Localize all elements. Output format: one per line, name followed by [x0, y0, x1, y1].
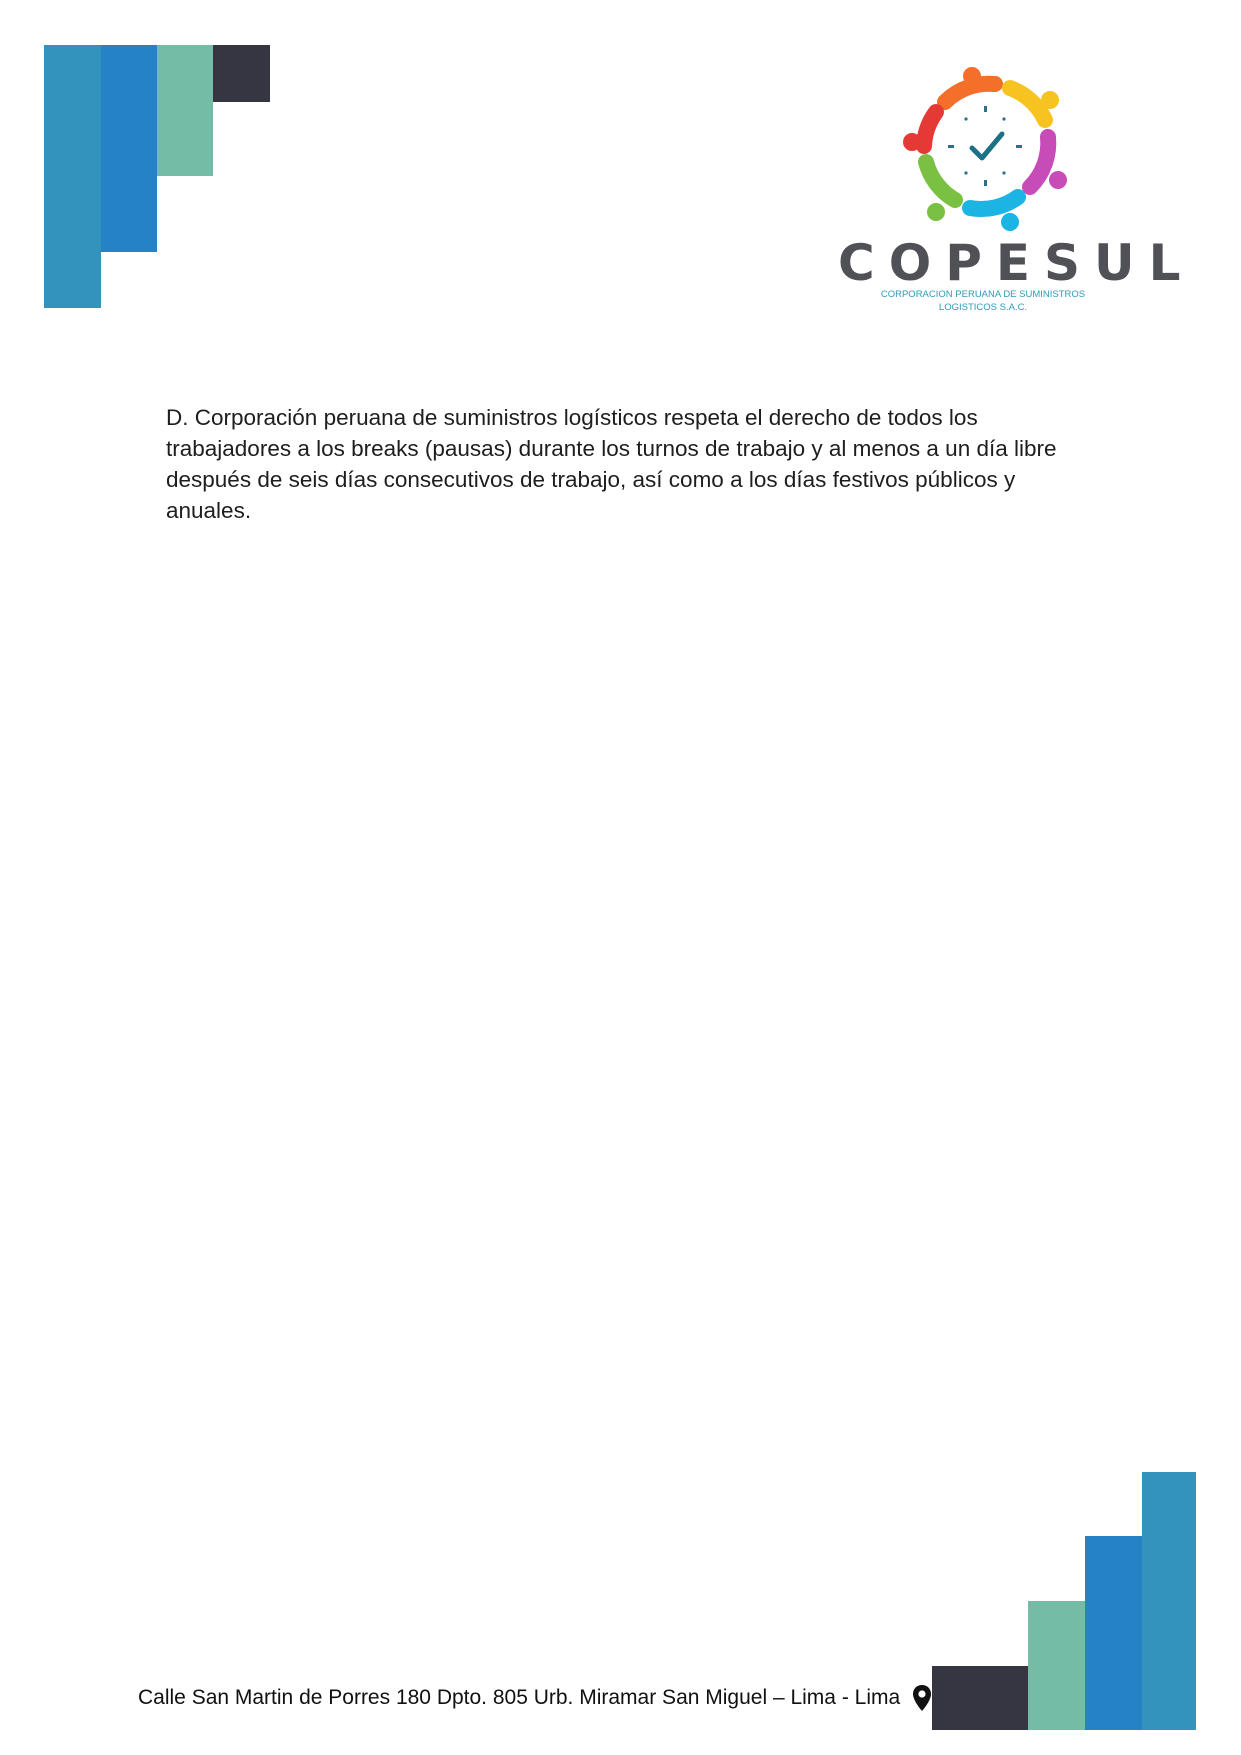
location-pin-icon: [912, 1684, 932, 1712]
brand-subtitle-line1: CORPORACION PERUANA DE SUMINISTROS: [880, 289, 1086, 300]
header-bar-blue: [101, 45, 157, 252]
footer-bar-blue: [1085, 1536, 1142, 1730]
brand-name: COPESUL: [838, 234, 1195, 292]
brand-subtitle: [838, 288, 1128, 314]
header-bar-teal: [44, 45, 101, 308]
footer-bar-teal: [1142, 1472, 1196, 1730]
clock-people-icon: [900, 62, 1070, 232]
footer-bar-mint: [1028, 1601, 1085, 1730]
copesul-logo: [838, 62, 1195, 322]
header-bar-dark: [213, 45, 270, 102]
brand-subtitle-line2: LOGISTICOS S.A.C.: [938, 302, 1028, 313]
policy-paragraph: D. Corporación peruana de suministros logísticos respeta el derecho de todos los trabajadores a los breaks (pausas) durante los turnos de trabajo y al menos a un día libre después de seis días consecutivos de trabajo, así como a los días festivos públicos y anuales.: [166, 405, 1057, 523]
address-text: Calle San Martin de Porres 180 Dpto. 805 Urb. Miramar San Miguel – Lima - Lima: [138, 1686, 901, 1709]
footer-bar-dark: [932, 1666, 1028, 1730]
header-bar-mint: [157, 45, 213, 176]
footer-address: [138, 1683, 932, 1713]
